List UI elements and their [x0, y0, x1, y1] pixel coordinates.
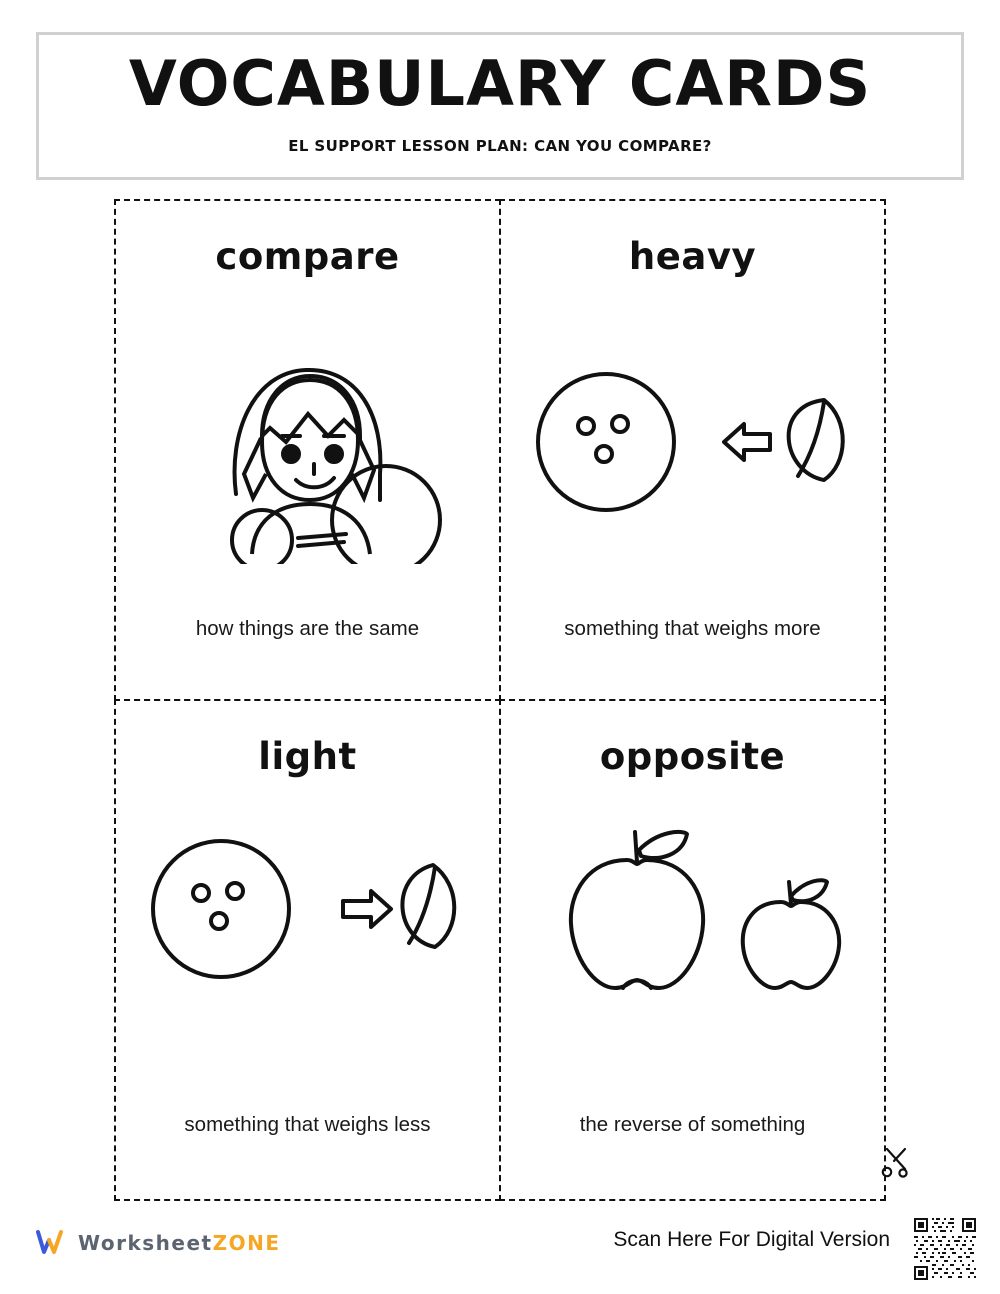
vocabulary-cards-grid — [115, 200, 885, 1200]
girl-holding-balls-icon — [158, 324, 458, 564]
big-apple-small-apple-icon — [523, 816, 863, 1006]
logo-text-secondary: ZONE — [212, 1231, 281, 1255]
vocabulary-card — [499, 199, 886, 701]
card-term: heavy — [628, 235, 757, 278]
vocabulary-card — [114, 199, 501, 701]
vocabulary-card — [114, 699, 501, 1201]
worksheet-zone-logo[interactable] — [34, 1226, 281, 1260]
scan-instruction: Scan Here For Digital Version — [613, 1228, 890, 1251]
card-definition: something that weighs less — [184, 1113, 431, 1136]
footer — [0, 1202, 1000, 1294]
card-illustration — [501, 270, 884, 617]
card-definition: something that weighs more — [564, 617, 821, 640]
card-term: light — [258, 735, 357, 778]
vocabulary-card — [499, 699, 886, 1201]
scissors-icon — [880, 1145, 914, 1179]
qr-code-icon[interactable] — [912, 1216, 978, 1282]
bowling-ball-arrow-leaf-icon — [528, 354, 858, 534]
card-definition: the reverse of something — [579, 1113, 806, 1136]
logo-text-primary: Worksheet — [78, 1231, 213, 1255]
card-illustration — [501, 738, 884, 1083]
bowling-ball-arrow-leaf-icon — [143, 821, 473, 1001]
card-term: opposite — [599, 735, 786, 778]
page-subtitle: EL SUPPORT LESSON PLAN: CAN YOU COMPARE? — [288, 137, 712, 155]
logo-mark-icon — [34, 1226, 68, 1260]
card-illustration — [116, 738, 499, 1083]
card-term: compare — [215, 235, 400, 278]
card-illustration — [116, 270, 499, 617]
header-banner — [36, 32, 964, 180]
page-title: VOCABULARY CARDS — [128, 47, 872, 120]
card-definition: how things are the same — [195, 617, 420, 640]
